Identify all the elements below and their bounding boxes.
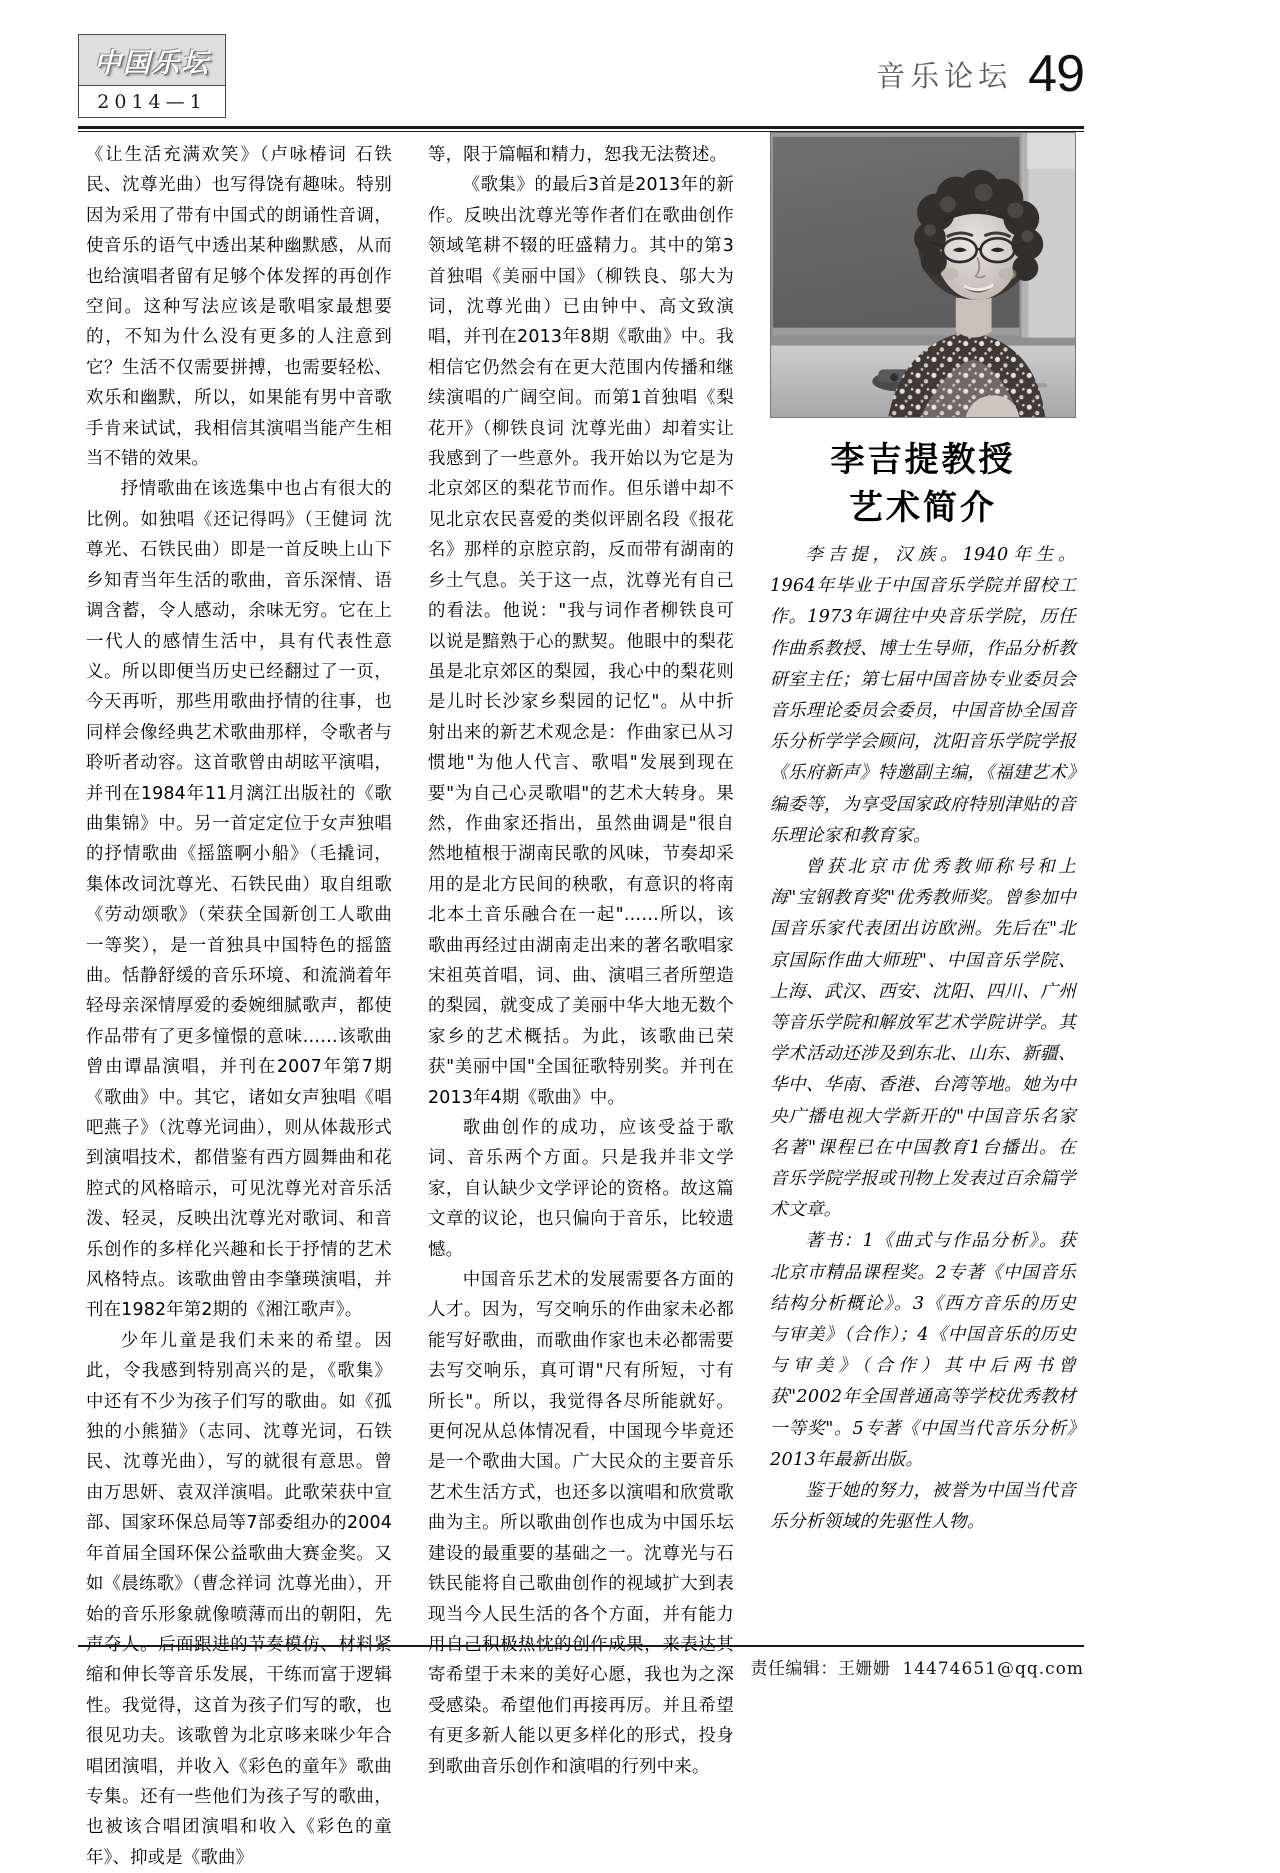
masthead-year-box [78, 86, 226, 118]
paragraph: 少年儿童是我们未来的希望。因此，令我感到特别高兴的是，《歌集》中还有不少为孩子们写的歌曲。如《孤独的小熊猫》（志同、沈尊光词，石铁民、沈尊光曲），写的就很有意思。曾由万思妍、袁双洋演唱。此歌荣获中宣部、国家环保总局等7部委组办的2004年首届全国环保公益歌曲大赛金奖。又如《晨练歌》（曹念祥词 沈尊光曲），开始的音乐形象就像喷薄而出的朝阳，先声夺人。后面跟进的节奏模仿、材料紧缩和伸长等音乐发展，干练而富于逻辑性。我觉得，这首为孩子们写的歌，也很见功夫。该歌曾为北京哆来咪少年合唱团演唱，并收入《彩色的童年》歌曲专集。还有一些他们为孩子写的歌曲，也被该合唱团演唱和收入《彩色的童年》、抑或是《歌曲》 [86, 1330, 392, 1868]
page-header [78, 34, 1084, 126]
editor-label: 责任编辑： [750, 1659, 838, 1679]
column-one-body [86, 140, 392, 1873]
profile-title [770, 436, 1076, 532]
header-rule-thick [78, 126, 1084, 129]
profile-bio [770, 540, 1076, 1539]
bio-paragraph: 曾获北京市优秀教师称号和上海"宝钢教育奖"优秀教师奖。曾参加中国音乐家代表团出访欧洲。先后在"北京国际作曲大师班"、中国音乐学院、上海、武汉、西安、沈阳、四川、广州等音乐学院和解放军艺术学院讲学。其学术活动还涉及到东北、山东、新疆、华中、华南、香港、台湾等地。她为中央广播电视大学新开的"中国音乐名家名著"课程已在中国教育1台播出。在音乐学院学报或刊物上发表过百余篇学术文章。 [770, 857, 1076, 1221]
bio-paragraph: 著书：1《曲式与作品分析》。获北京市精品课程奖。2专著《中国音乐结构分析概论》。3《西方音乐的历史与审美》（合作）；4《中国音乐的历史与审美》（合作）其中后两书曾获"2002年全国普通高等学校优秀教材一等奖"。5专著《中国当代音乐分析》2013年最新出版。 [770, 1231, 1076, 1470]
profile-title-line-2: 艺术简介 [849, 488, 997, 528]
profile-title-line-1: 李吉提教授 [830, 440, 1016, 480]
portrait-photo-image [771, 133, 1075, 417]
page-footer [78, 1654, 1084, 1679]
column-two [428, 140, 734, 1777]
header-right [876, 45, 1084, 103]
paragraph: 歌曲创作的成功，应该受益于歌词、音乐两个方面。只是我并非文学家，自认缺少文学评论的资格。故这篇文章的议论，也只偏向于音乐，比较遗憾。 [428, 1118, 734, 1260]
paragraph: 抒情歌曲在该选集中也占有很大的比例。如独唱《还记得吗》（王健词 沈尊光、石铁民曲）即是一首反映上山下乡知青当年生活的歌曲，音乐深情、语调含蓄，令人感动，余味无穷。它在上一代人的感情生活中，具有代表性意义。所以即便当历史已经翻过了一页，今天再听，那些用歌曲抒情的往事，也同样会像经典艺术歌曲那样，令歌者与聆听者动容。这首歌曾由胡昡平演唱，并刊在1984年11月漓江出版社的《歌曲集锦》中。另一首定定位于女声独唱的抒情歌曲《摇篮啊小船》（毛撬词，集体改词沈尊光、石铁民曲）取自组歌《劳动颂歌》（荣获全国新创工人歌曲一等奖），是一首独具中国特色的摇篮曲。恬静舒缓的音乐环境、和流淌着年轻母亲深情厚爱的委婉细腻歌声，都使作品带有了更多憧憬的意味……该歌曲曾由谭晶演唱，并刊在2007年第7期《歌曲》中。其它，诸如女声独唱《唱吧燕子》（沈尊光词曲），则从体裁形式到演唱技术，都借鉴有西方圆舞曲和花腔式的风格暗示，可见沈尊光对音乐活泼、轻灵，反映出沈尊光对歌词、和音乐创作的多样化兴趣和长于抒情的艺术风格特点。该歌曲曾由李肇瑛演唱，并刊在1982年第2期的《湘江歌声》。 [86, 479, 392, 1321]
paragraph: 《让生活充满欢笑》（卢咏椿词 石铁民、沈尊光曲）也写得饶有趣味。特别因为采用了带有中国式的朗诵性音调，使音乐的语气中透出某种幽默感，从而也给演唱者留有足够个体发挥的再创作空间。这种写法应该是歌唱家最想要的，不知为什么没有更多的人注意到它？生活不仅需要拼搏，也需要轻松、欢乐和幽默，所以，如果能有男中音歌手肯来试试，我相信其演唱当能产生相当不错的效果。 [86, 145, 392, 470]
portrait-photo [770, 132, 1076, 418]
footer-rule [78, 1645, 1084, 1647]
paragraph: 中国音乐艺术的发展需要各方面的人才。因为，写交响乐的作曲家未必都能写好歌曲，而歌曲作家也未必都需要去写交响乐，真可谓"尺有所短，寸有所长"。所以，我觉得各尽所能就好。更何况从总体情况看，中国现今毕竟还是一个歌曲大国。广大民众的主要音乐艺术生活方式，也还多以演唱和欣赏歌曲为主。所以歌曲创作也成为中国乐坛建设的最重要的基础之一。沈尊光与石铁民能将自己歌曲创作的视域扩大到表现当今人民生活的各个方面，并有能力用自己积极热忱的创作成果，来表达其寄希望于未来的美好心愿，我也为之深受感染。希望他们再接再厉。并且希望有更多新人能以更多样化的形式，投身到歌曲音乐创作和演唱的行列中来。 [428, 1270, 734, 1777]
paragraph: 等，限于篇幅和精力，恕我无法赘述。 [428, 145, 728, 165]
section-title: 音乐论坛 [876, 58, 1013, 93]
bio-paragraph: 鉴于她的努力，被誉为中国当代音乐分析领域的先驱性人物。 [770, 1481, 1076, 1533]
page-number: 49 [1028, 45, 1084, 103]
column-one [86, 140, 392, 1868]
column-two-body [428, 140, 734, 1782]
masthead-year-text: 2014—1 [97, 90, 207, 113]
paragraph: 《歌集》的最后3首是2013年的新作。反映出沈尊光等作者们在歌曲创作领域笔耕不辍的旺盛精力。其中的第3首独唱《美丽中国》（柳铁良、邬大为词，沈尊光曲）已由钟中、高文致演唱，并刊在2013年8期《歌曲》中。我相信它仍然会有在更大范围内传播和继续演唱的广阔空间。而第1首独唱《梨花开》（柳铁良词 沈尊光曲）却着实让我感到了一些意外。我开始以为它是为北京郊区的梨花节而作。但乐谱中却不见北京农民喜爱的类似评剧名段《报花名》那样的京腔京韵，反而带有湖南的乡土气息。关于这一点，沈尊光有自己的看法。他说："我与词作者柳铁良可以说是黯熟于心的默契。他眼中的梨花虽是北京郊区的梨园，我心中的梨花则是儿时长沙家乡梨园的记忆"。从中折射出来的新艺术观念是：作曲家已从习惯地"为他人代言、歌唱"发展到现在要"为自己心灵歌唱"的艺术大转身。果然，作曲家还指出，虽然曲调是"很自然地植根于湖南民歌的风味，节奏却采用的是北方民间的秧歌，有意识的将南北本土音乐融合在一起"……所以，该歌曲再经过由湖南走出来的著名歌唱家宋祖英首唱，词、曲、演唱三者所塑造的梨园，就变成了美丽中华大地无数个家乡的艺术概括。为此，该歌曲已荣获"美丽中国"全国征歌特别奖。并刊在2013年4期《歌曲》中。 [428, 175, 734, 1108]
bio-paragraph: 李吉提，汉族。1940年生。1964年毕业于中国音乐学院并留校工作。1973年调往中央音乐学院，历任作曲系教授、博士生导师，作品分析教研室主任；第七届中国音协专业委员会音乐理论委员会委员，中国音协全国音乐分析学学会顾问，沈阳音乐学院学报《乐府新声》特邀副主编，《福建艺术》编委等，为享受国家政府特别津贴的音乐理论家和教育家。 [770, 545, 1076, 846]
editor-name: 王姗姗 [837, 1659, 891, 1679]
masthead-logo-box [78, 34, 226, 86]
masthead-logo-text: 中国乐坛 [94, 47, 210, 79]
editor-email: 14474651@qq.com [902, 1659, 1084, 1679]
masthead [78, 34, 226, 118]
